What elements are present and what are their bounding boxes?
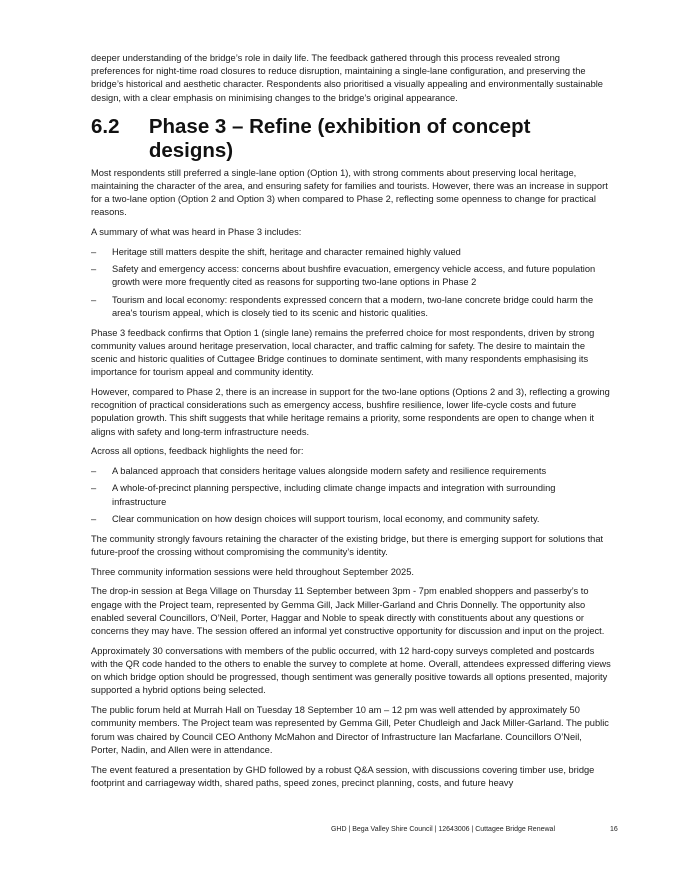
- list-item-text: Heritage still matters despite the shift, heritage and character remained highly valued: [112, 247, 461, 258]
- paragraph: Most respondents still preferred a single-lane option (Option 1), with strong comments about preserving local heritage, maintaining the character of the area, and ensuring safety for families and tourists. However, there was an increase in support for a two-lane option (Option 2 and Option 3) when compared to Phase 2, reflecting some openness to change for practical reasons.: [91, 167, 608, 218]
- dash-bullet-icon: –: [91, 247, 97, 258]
- list-item-text: A whole-of-precinct planning perspective, including climate change impacts and integration with surrounding infrastructure: [112, 483, 556, 507]
- intro-paragraph: deeper understanding of the bridge’s role in daily life. The feedback gathered through this process revealed strong preferences for night-time road closures to reduce disruption, maintaining a single-lane configuration, and preserving the bridge’s historical and aesthetic character. Respondents also prioritised a visually appealing and environmentally sustainable design, with a clear emphasis on minimising changes to the bridge’s original appearance.: [91, 53, 603, 103]
- section-heading: [91, 115, 611, 163]
- section-title: Phase 3 – Refine (exhibition of concept designs): [148, 114, 531, 162]
- paragraph: Phase 3 feedback confirms that Option 1 (single lane) remains the preferred choice for most respondents, driven by strong community values around heritage preservation, local character, and traffic calming for safety. The desire to maintain the scenic and historic qualities of Cuttagee Bridge continues to dominate sentiment, with many respondents emphasising its importance for tourism appeal and community identity.: [91, 327, 595, 378]
- paragraph: The event featured a presentation by GHD followed by a robust Q&A session, with discussions covering timber use, bridge footprint and carriageway width, shared paths, speed zones, precinct planning, costs, and future heavy: [91, 764, 595, 788]
- paragraph: The drop-in session at Bega Village on Thursday 11 September between 3pm - 7pm enabled shoppers and passerby’s to engage with the Project team, represented by Gemma Gill, Jack Miller-Garland and Chris Donnelly. The opportunity also enabled several Councillors, O’Neil, Porter, Haggar and Noble to speak directly with constituents about any questions or concerns they may have. The session offered an informal yet constructive opportunity for discussion and input on the project.: [91, 586, 605, 637]
- list-item-text: Clear communication on how design choices will support tourism, local economy, and community safety.: [112, 513, 540, 524]
- dash-bullet-icon: –: [91, 264, 97, 275]
- list-item-text: Tourism and local economy: respondents expressed concern that a modern, two-lane concrete bridge could harm the area's tourism appeal, which is closely tied to its scenic and historic qualities.: [112, 294, 594, 318]
- paragraph: The public forum held at Murrah Hall on Tuesday 18 September 10 am – 12 pm was well attended by approximately 50 community members. The Project team was represented by Gemma Gill, Peter Chudleigh and Jack Miller-Garland. The public forum was chaired by Council CEO Anthony McMahon and Director of Infrastructure Ian Macfarlane. Councillors O’Neil, Porter, Nadin, and Allen were in attendance.: [91, 705, 609, 755]
- list-item-text: A balanced approach that considers heritage values alongside modern safety and resilience requirements: [112, 466, 547, 477]
- document-page: [91, 52, 611, 797]
- paragraph: The community strongly favours retaining the character of the existing bridge, but there is emerging support for solutions that future-proof the crossing without compromising the community’s identity.: [91, 533, 604, 557]
- list-item: [91, 465, 611, 478]
- list-item: [91, 246, 611, 259]
- dash-bullet-icon: –: [91, 483, 97, 494]
- paragraph: Across all options, feedback highlights the need for:: [91, 446, 304, 457]
- list-item: [91, 482, 611, 508]
- dash-bullet-icon: –: [91, 294, 97, 305]
- page-number: 16: [610, 826, 618, 833]
- paragraph: Approximately 30 conversations with members of the public occurred, with 12 hard-copy surveys completed and postcards with the QR code handed to the others to enable the survey to complete at home. Overall, attendees expressed differing views on which bridge option should be progressed, though sentiment was generally positive towards all options presented, majority supported a hybrid options being selected.: [91, 645, 611, 696]
- section-number: 6.2: [91, 114, 120, 138]
- paragraph: Three community information sessions were held throughout September 2025.: [91, 566, 414, 577]
- needs-list: [91, 465, 611, 526]
- heard-list: [91, 246, 611, 320]
- footer-text: GHD | Bega Valley Shire Council | 12643006 | Cuttagee Bridge Renewal: [330, 826, 555, 833]
- dash-bullet-icon: –: [91, 466, 97, 477]
- list-item: [91, 513, 611, 526]
- list-item: [91, 294, 611, 320]
- paragraph: A summary of what was heard in Phase 3 includes:: [91, 227, 302, 238]
- dash-bullet-icon: –: [91, 513, 97, 524]
- paragraph: However, compared to Phase 2, there is an increase in support for the two-lane options (Options 2 and 3), reflecting a growing recognition of practical considerations such as emergency access, bushfire resilience, lower life-cycle costs and future population growth. This shift suggests that while heritage remains a priority, some respondents are open to change when it aligns with safety and long-term infrastructure needs.: [91, 387, 610, 437]
- list-item-text: Safety and emergency access: concerns about bushfire evacuation, emergency vehicle access, and future population growth were more frequently cited as reasons for supporting two-lane options in Phase 2: [112, 264, 596, 288]
- list-item: [91, 263, 611, 289]
